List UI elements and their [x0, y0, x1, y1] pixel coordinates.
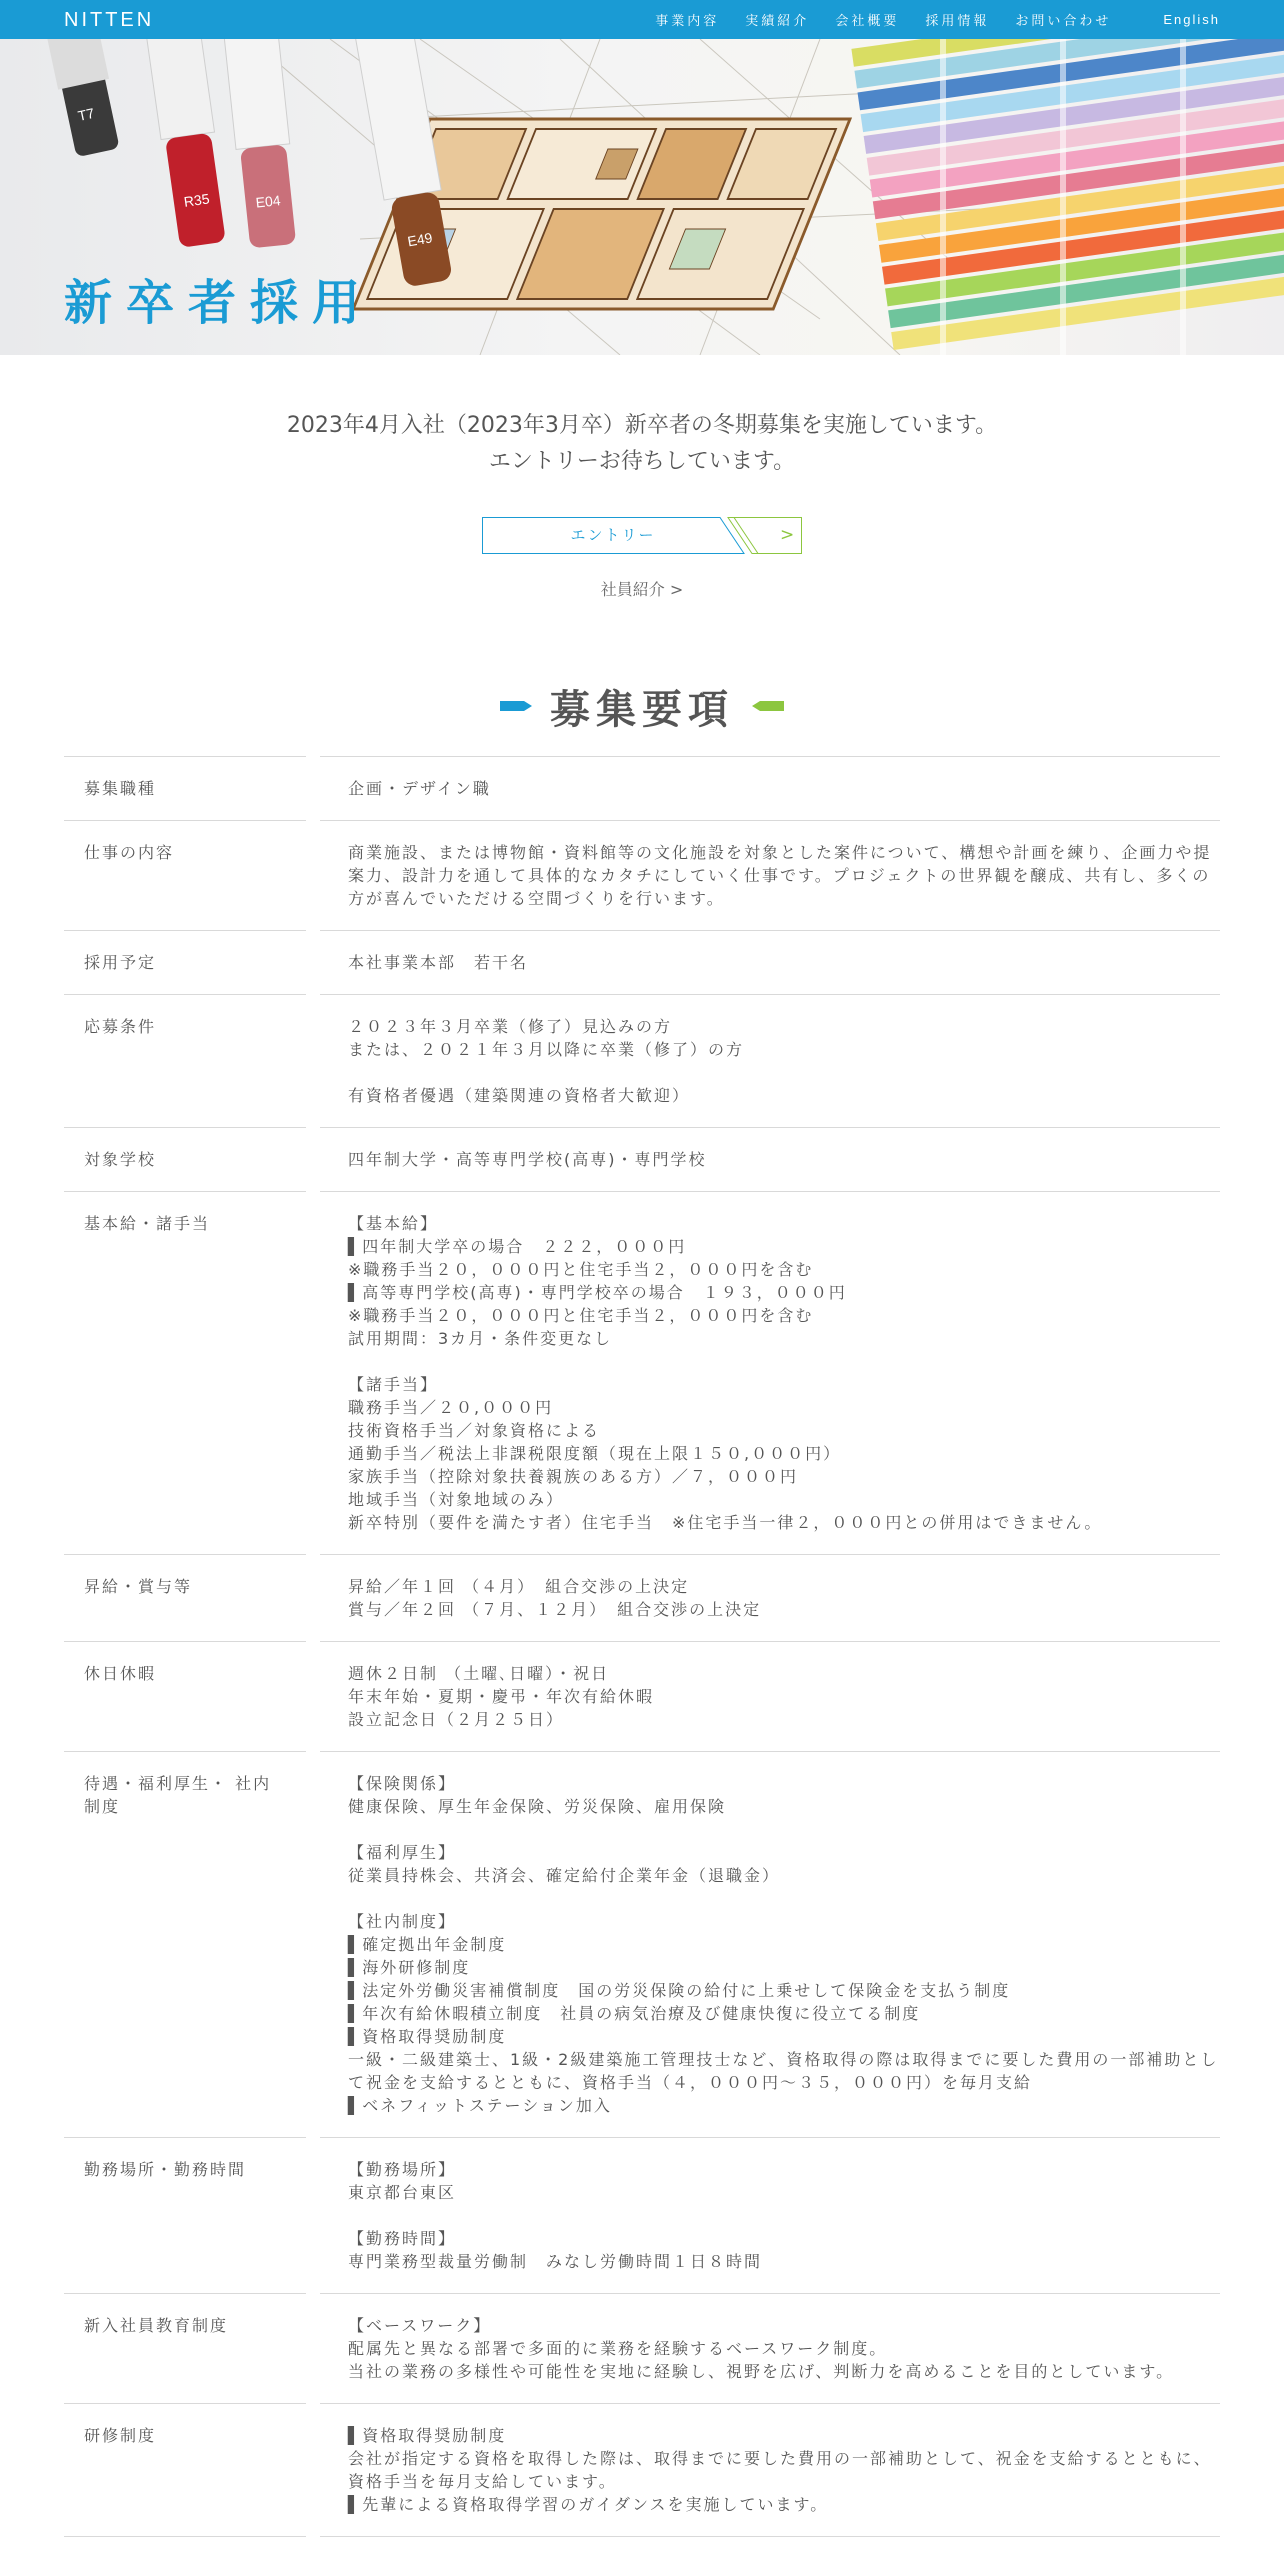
- row-label: 募集職種: [64, 756, 306, 820]
- table-row: [64, 2293, 1220, 2403]
- hero-title: 新卒者採用: [64, 275, 375, 331]
- table-row: [64, 1127, 1220, 1191]
- left-marker-icon: [500, 700, 532, 712]
- entry-button[interactable]: [482, 517, 802, 554]
- color-swatches: [851, 39, 1284, 355]
- row-value: 週休２日制 （土曜､日曜）・祝日 年末年始・夏期・慶弔・年次有給休暇 設立記念日（２月２５日）: [320, 1641, 1220, 1751]
- svg-text:R35: R35: [182, 190, 211, 210]
- intro-line-1: 2023年4月入社（2023年3月卒）新卒者の冬期募集を実施しています。: [286, 413, 998, 438]
- table-row: [64, 1641, 1220, 1751]
- recruitment-section-heading: [0, 676, 1284, 736]
- hero-banner: [0, 39, 1284, 355]
- table-row: [64, 756, 1220, 820]
- table-row: [64, 994, 1220, 1127]
- row-label: 待遇・福利厚生・ 社内制度: [64, 1751, 306, 2137]
- row-label: 新入社員教育制度: [64, 2293, 306, 2403]
- chevron-right-icon: >: [780, 525, 795, 545]
- entry-button-label: エントリー: [570, 526, 656, 544]
- intro-text: [0, 408, 1284, 480]
- table-row: [64, 930, 1220, 994]
- right-marker-icon: [752, 700, 784, 712]
- row-label: 勤務場所・勤務時間: [64, 2137, 306, 2293]
- section-title: 募集要項: [550, 686, 734, 733]
- table-row: [64, 1751, 1220, 2137]
- row-value: 【保険関係】 健康保険、厚生年金保険、労災保険、雇用保険 【福利厚生】 従業員持株会、共済会、確定給付企業年金（退職金） 【社内制度】 ▌確定拠出年金制度 ▌海外研修制度 ▌法定外労働災害補償制度 国の労災保険の給付に上乗せして保険金を支払う制度 ▌年次有給休暇積立制度 社員の病気治療及び健康快復に役立てる制度 ▌資格取得奨励制度 一級・二級建築士、1級・2級建築施工管理技士など、資格取得の際は取得までに要した費用の一部補助として祝金を支給するとともに、資格手当（４，０００円～３５，０００円）を毎月支給 ▌ベネフィットステーション加入: [320, 1751, 1220, 2137]
- row-value: ▌資格取得奨励制度 会社が指定する資格を取得した際は、取得までに要した費用の一部補助として、祝金を支給するとともに、資格手当を毎月支給しています。 ▌先輩による資格取得学習のガイダンスを実施しています。: [320, 2403, 1220, 2537]
- row-label: 基本給・諸手当: [64, 1191, 306, 1554]
- nav-english[interactable]: English: [1163, 12, 1220, 27]
- site-header: [0, 0, 1284, 39]
- main-nav: [629, 0, 1220, 39]
- nav-company[interactable]: 会社概要: [835, 14, 900, 29]
- row-label: 採用予定: [64, 930, 306, 994]
- row-value: 商業施設、または博物館・資料館等の文化施設を対象とした案件について、構想や計画を練り、企画力や提案力、設計力を通して具体的なカタチにしていく仕事です。プロジェクトの世界観を醸成、共有し、多くの方が喜んでいただける空間づくりを行います。: [320, 820, 1220, 930]
- row-label: 仕事の内容: [64, 820, 306, 930]
- svg-text:T7: T7: [76, 104, 96, 124]
- intro-line-2: エントリーお待ちしています。: [488, 449, 796, 474]
- table-row: [64, 1191, 1220, 1554]
- row-value: 本社事業本部 若干名: [320, 930, 1220, 994]
- row-label: 昇給・賞与等: [64, 1554, 306, 1641]
- row-label: 研修制度: [64, 2403, 306, 2537]
- row-label: 休日休暇: [64, 1641, 306, 1751]
- table-row: [64, 2403, 1220, 2537]
- site-logo[interactable]: NITTEN: [64, 9, 155, 31]
- svg-text:E04: E04: [254, 192, 282, 211]
- row-value: 【ベースワーク】 配属先と異なる部署で多面的に業務を経験するベースワーク制度。 当社の業務の多様性や可能性を実地に経験し、視野を広げ、判断力を高めることを目的としています。: [320, 2293, 1220, 2403]
- row-value: 四年制大学・高等専門学校(高専)・専門学校: [320, 1127, 1220, 1191]
- row-label: 対象学校: [64, 1127, 306, 1191]
- row-value: 企画・デザイン職: [320, 756, 1220, 820]
- row-value: 昇給／年１回 （４月） 組合交渉の上決定 賞与／年２回 （７月、１２月） 組合交渉の上決定: [320, 1554, 1220, 1641]
- nav-business[interactable]: 事業内容: [655, 14, 720, 29]
- staff-introduction-link[interactable]: 社員紹介 >: [600, 580, 684, 599]
- row-label: 応募条件: [64, 994, 306, 1127]
- row-value: 【基本給】 ▌四年制大学卒の場合 ２２２，０００円 ※職務手当２０，０００円と住宅手当２，０００円を含む ▌高等専門学校(高専)・専門学校卒の場合 １９３，０００円 ※職務手当２０，０００円と住宅手当２，０００円を含む 試用期間：3カ月・条件変更なし 【諸手当】 職務手当／２０,０００円 技術資格手当／対象資格による 通勤手当／税法上非課税限度額（現在上限１５０,０００円） 家族手当（控除対象扶養親族のある方）／７，０００円 地域手当（対象地域のみ） 新卒特別（要件を満たす者）住宅手当 ※住宅手当一律２，０００円との併用はできません。: [320, 1191, 1220, 1554]
- table-row: [64, 1554, 1220, 1641]
- svg-text:E49: E49: [406, 229, 434, 250]
- table-row: [64, 820, 1220, 930]
- row-value: ２０２３年３月卒業（修了）見込みの方 または、２０２１年３月以降に卒業（修了）の方 有資格者優遇（建築関連の資格者大歓迎）: [320, 994, 1220, 1127]
- nav-works[interactable]: 実績紹介: [745, 14, 810, 29]
- row-value: 【勤務場所】 東京都台東区 【勤務時間】 専門業務型裁量労働制 みなし労働時間１日８時間: [320, 2137, 1220, 2293]
- recruitment-table: [64, 756, 1220, 2537]
- table-row: [64, 2137, 1220, 2293]
- nav-recruit[interactable]: 採用情報: [925, 14, 990, 29]
- nav-contact[interactable]: お問い合わせ: [1015, 14, 1112, 29]
